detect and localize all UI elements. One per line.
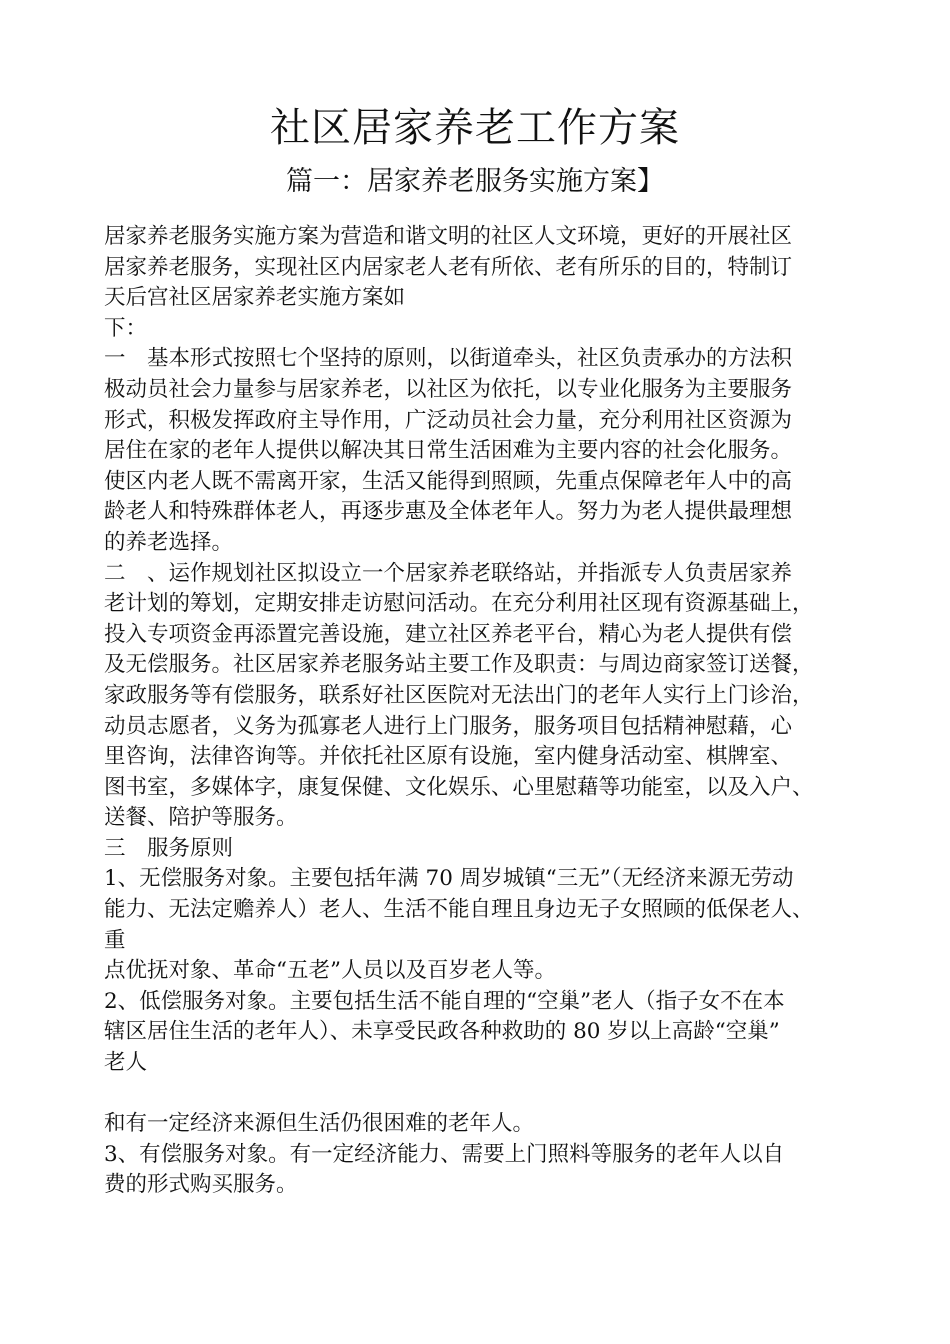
text-line: 极动员社会力量参与居家养老，以社区为依托，以专业化服务为主要服务 (104, 376, 793, 402)
text-line: 下： (104, 315, 148, 341)
text-line: 3、有偿服务对象。有一定经济能力、需要上门照料等服务的老年人以自 (104, 1141, 785, 1167)
text-line: 居住在家的老年人提供以解决其日常生活困难为主要内容的社会化服务。 (104, 438, 793, 464)
text-line: 和有一定经济来源但生活仍很困难的老年人。 (104, 1111, 535, 1137)
text-line: 的养老选择。 (104, 529, 234, 555)
blank-line (104, 1079, 864, 1110)
text-line: 及无偿服务。社区居家养老服务站主要工作及职责：与周边商家签订送餐， (104, 652, 814, 678)
text-line: 居家养老服务，实现社区内居家老人老有所依、老有所乐的目的，特制订 (104, 254, 793, 280)
text-line: 使区内老人既不需离开家，生活又能得到照顾，先重点保障老年人中的高 (104, 468, 793, 494)
text-line: 龄老人和特殊群体老人，再逐步惠及全体老年人。努力为老人提供最理想 (104, 499, 793, 525)
text-line: 重 (104, 927, 126, 953)
text-line: 投入专项资金再添置完善设施，建立社区养老平台，精心为老人提供有偿 (104, 621, 793, 647)
text-line: 居家养老服务实施方案为营造和谐文明的社区人文环境，更好的开展社区 (104, 224, 793, 249)
document-title: 社区居家养老工作方案 (270, 105, 680, 151)
text-line: 能力、无法定赡养人）老人、生活不能自理且身边无子女照顾的低保老人、 (104, 897, 814, 923)
text-line: 三 服务原则 (104, 835, 234, 861)
text-line: 老计划的筹划，定期安排走访慰问活动。在充分利用社区现有资源基础上， (104, 591, 814, 617)
text-line: 一 基本形式按照七个坚持的原则，以街道牵头，社区负责承办的方法积 (104, 346, 793, 372)
text-line: 二 、运作规划社区拟设立一个居家养老联络站，并指派专人负责居家养 (104, 560, 793, 586)
text-line: 家政服务等有偿服务，联系好社区医院对无法出门的老年人实行上门诊治， (104, 682, 814, 708)
text-line: 动员志愿者，义务为孤寡老人进行上门服务，服务项目包括精神慰藉，心 (104, 713, 793, 739)
text-line: 费的形式购买服务。 (104, 1172, 298, 1198)
text-line: 图书室，多媒体字，康复保健、文化娱乐、心里慰藉等功能室，以及入户、 (104, 774, 814, 800)
text-line: 送餐、陪护等服务。 (104, 805, 298, 831)
document-subtitle: 篇一：居家养老服务实施方案】 (286, 166, 664, 197)
document-body (104, 222, 864, 1201)
text-line: 2、低偿服务对象。主要包括生活不能自理的“空巢”老人（指子女不在本 (104, 988, 785, 1014)
text-line: 形式，积极发挥政府主导作用，广泛动员社会力量，充分利用社区资源为 (104, 407, 793, 433)
text-line: 辖区居住生活的老年人）、未享受民政各种救助的 80 岁以上高龄“空巢” (104, 1019, 780, 1045)
text-line: 里咨询，法律咨询等。并依托社区原有设施，室内健身活动室、棋牌室、 (104, 744, 793, 770)
text-line: 天后宫社区居家养老实施方案如 (104, 285, 406, 311)
text-line: 点优抚对象、革命“五老”人员以及百岁老人等。 (104, 958, 556, 984)
text-line: 老人 (104, 1050, 148, 1076)
text-line: 1、无偿服务对象。主要包括年满 70 周岁城镇“三无”（无经济来源无劳动 (104, 866, 794, 892)
